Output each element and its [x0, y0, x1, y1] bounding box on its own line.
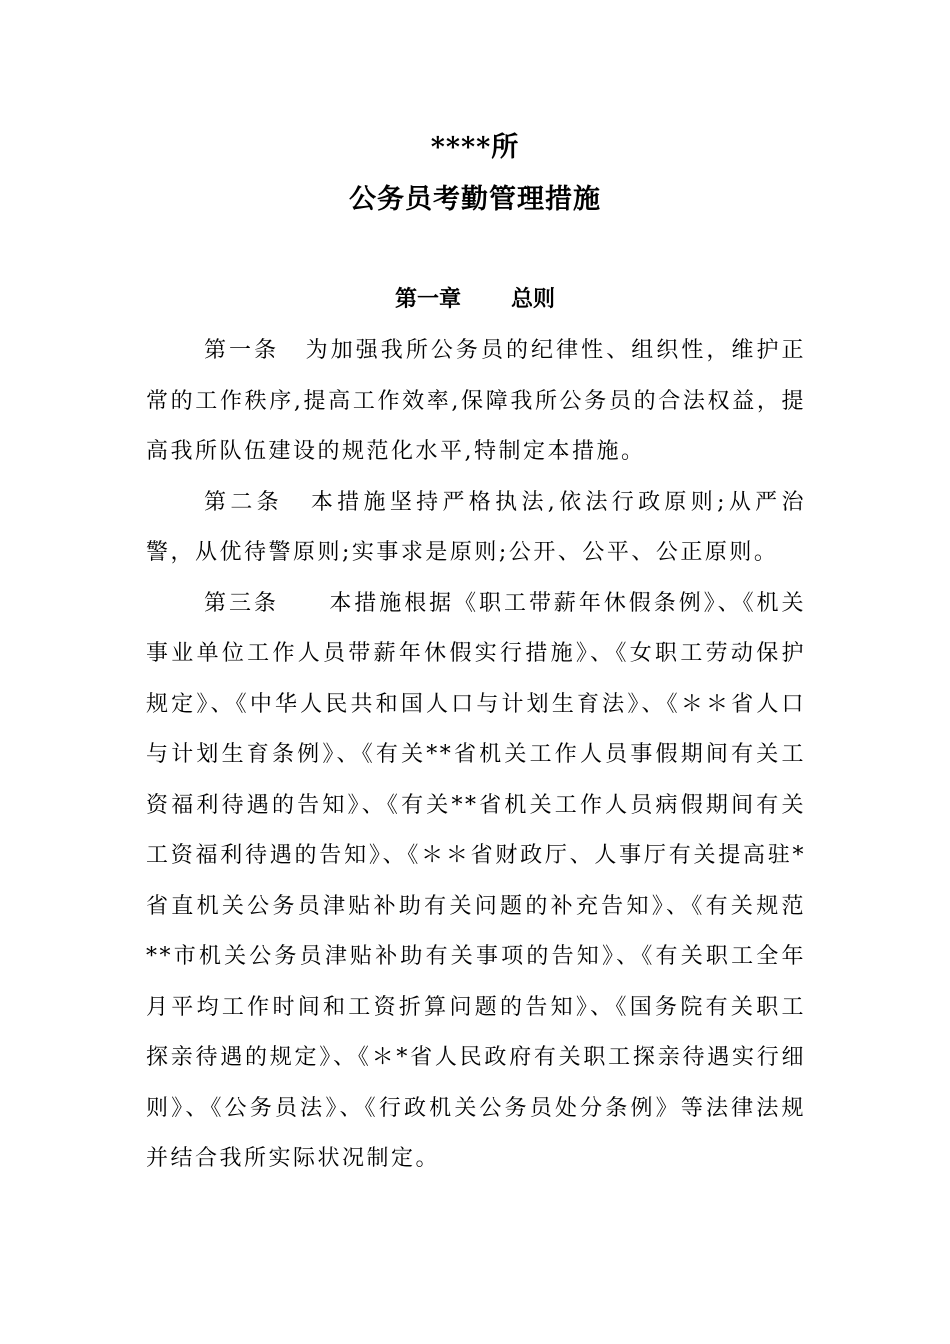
article-2 — [146, 478, 806, 579]
article-3 — [146, 579, 806, 1185]
article-3-text: 本措施根据《职工带薪年休假条例》、《机关事业单位工作人员带薪年休假实行措施》、《女职工劳动保护规定》、《中华人民共和国人口与计划生育法》、《＊＊省人口与计划生育条例》、《有关**省机关工作人员事假期间有关工资福利待遇的告知》、《有关**省机关工作人员病假期间有关工资福利待遇的告知》、《＊＊省财政厅、人事厅有关提高驻*省直机关公务员津贴补助有关问题的补充告知》、《有关规范**市机关公务员津贴补助有关事项的告知》、《有关职工全年月平均工作时间和工资折算问题的告知》、《国务院有关职工探亲待遇的规定》、《＊*省人民政府有关职工探亲待遇实行细则》、《公务员法》、《行政机关公务员处分条例》等法律法规并结合我所实际状况制定。 — [146, 590, 806, 1171]
chapter-heading — [0, 282, 950, 316]
article-1 — [146, 326, 806, 478]
document-body — [146, 326, 806, 1185]
article-1-text: 为加强我所公务员的纪律性、组织性，维护正常的工作秩序,提高工作效率,保障我所公务员的合法权益，提高我所队伍建设的规范化水平,特制定本措施。 — [146, 338, 806, 464]
article-2-number: 第二条 — [204, 489, 283, 515]
document-title: 公务员考勤管理措施 — [349, 184, 601, 215]
article-1-number: 第一条 — [204, 338, 280, 363]
document-title-org: ****所 — [430, 132, 520, 163]
article-2-text: 本措施坚持严格执法,依法行政原则;从严治警，从优待警原则;实事求是原则;公开、公平、公正原则。 — [146, 489, 806, 565]
chapter-name: 总则 — [511, 286, 556, 312]
chapter-number: 第一章 — [394, 286, 461, 312]
article-3-number: 第三条 — [204, 590, 279, 616]
